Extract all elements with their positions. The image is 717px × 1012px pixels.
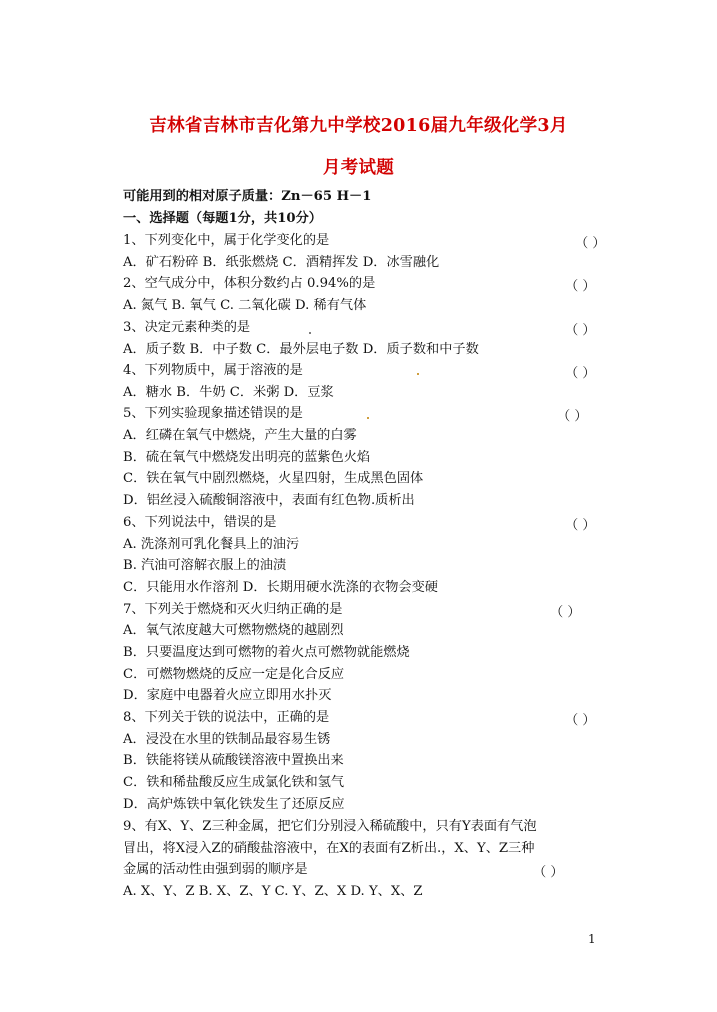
question-3: 3、决定元素种类的是 (123, 320, 251, 335)
question-5: 5、下列实验现象描述错误的是 (123, 406, 303, 421)
question-5-option-c: C．铁在氧气中剧烈燃烧，火星四射，生成黑色固体 (123, 471, 424, 486)
question-7-option-c: C．可燃物燃烧的反应一定是化合反应 (123, 667, 345, 682)
stray-dot (309, 332, 311, 334)
question-6-options-cd: C．只能用水作溶剂 D．长期用硬水洗涤的衣物会变硬 (123, 580, 438, 595)
atomic-mass-note: 可能用到的相对原子质量：Zn－65 H－1 (123, 189, 372, 204)
question-4-options: A．糖水 B．牛奶 C．米粥 D．豆浆 (123, 385, 334, 400)
answer-bracket-8: （ ） (565, 713, 596, 728)
section-heading: 一、选择题（每题1分，共10分） (123, 211, 322, 226)
question-8: 8、下列关于铁的说法中，正确的是 (123, 710, 330, 725)
question-8-option-d: D．高炉炼铁中氧化铁发生了还原反应 (123, 797, 345, 812)
question-4: 4、下列物质中，属于溶液的是 (123, 363, 303, 378)
question-7-option-b: B．只要温度达到可燃物的着火点可燃物就能燃烧 (123, 645, 410, 660)
question-1: 1、下列变化中，属于化学变化的是 (123, 233, 330, 248)
question-2-options: A. 氮气 B. 氧气 C. 二氧化碳 D. 稀有气体 (123, 298, 367, 313)
question-7-option-a: A．氧气浓度越大可燃物燃烧的越剧烈 (123, 623, 344, 638)
question-1-options: A．矿石粉碎 B．纸张燃烧 C．酒精挥发 D．冰雪融化 (123, 255, 440, 270)
question-7-option-d: D．家庭中电器着火应立即用水扑灭 (123, 688, 332, 703)
answer-bracket-7: （ ） (550, 605, 581, 620)
answer-bracket-9: （ ） (533, 865, 564, 880)
question-5-option-b: B．硫在氧气中燃烧发出明亮的蓝紫色火焰 (123, 450, 371, 465)
question-9-options: A. X、Y、Z B. X、Z、Y C. Y、Z、X D. Y、X、Z (123, 884, 423, 899)
question-3-options: A．质子数 B．中子数 C．最外层电子数 D．质子数和中子数 (123, 342, 479, 357)
answer-bracket-4: （ ） (565, 366, 596, 381)
answer-bracket-6: （ ） (565, 518, 596, 533)
stray-dot (417, 373, 419, 375)
question-5-option-a: A．红磷在氧气中燃烧，产生大量的白雾 (123, 428, 357, 443)
question-8-option-b: B．铁能将镁从硫酸镁溶液中置换出来 (123, 753, 344, 768)
answer-bracket-3: （ ） (565, 323, 596, 338)
question-5-option-d: D．铝丝浸入硫酸铜溶液中，表面有红色物.质析出 (123, 493, 415, 508)
question-9-line-1: 9、有X、Y、Z三种金属，把它们分别浸入稀硫酸中，只有Y表面有气泡 (123, 819, 537, 834)
page-title-line2: 月考试题 (322, 158, 395, 178)
question-8-option-a: A．浸没在水里的铁制品最容易生锈 (123, 732, 331, 747)
stray-dot (367, 417, 369, 419)
question-8-option-c: C．铁和稀盐酸反应生成氯化铁和氢气 (123, 775, 345, 790)
answer-bracket-5: （ ） (557, 409, 588, 424)
question-6-option-a: A. 洗涤剂可乳化餐具上的油污 (123, 537, 300, 552)
question-2: 2、空气成分中，体积分数约占 0.94%的是 (123, 276, 376, 291)
question-6: 6、下列说法中，错误的是 (123, 515, 277, 530)
question-9-line-2: 冒出，将X浸入Z的硝酸盐溶液中，在X的表面有Z析出.，X、Y、Z三种 (123, 841, 535, 856)
answer-bracket-2: （ ） (565, 279, 596, 294)
answer-bracket-1: （ ） (575, 236, 606, 251)
page-title-line1: 吉林省吉林市吉化第九中学校2016届九年级化学3月 (149, 116, 568, 136)
question-7: 7、下列关于燃烧和灭火归纳正确的是 (123, 602, 343, 617)
question-6-option-b: B. 汽油可溶解衣服上的油渍 (123, 558, 287, 573)
page-number: 1 (588, 932, 596, 946)
question-9-line-3: 金属的活动性由强到弱的顺序是 (123, 862, 308, 877)
